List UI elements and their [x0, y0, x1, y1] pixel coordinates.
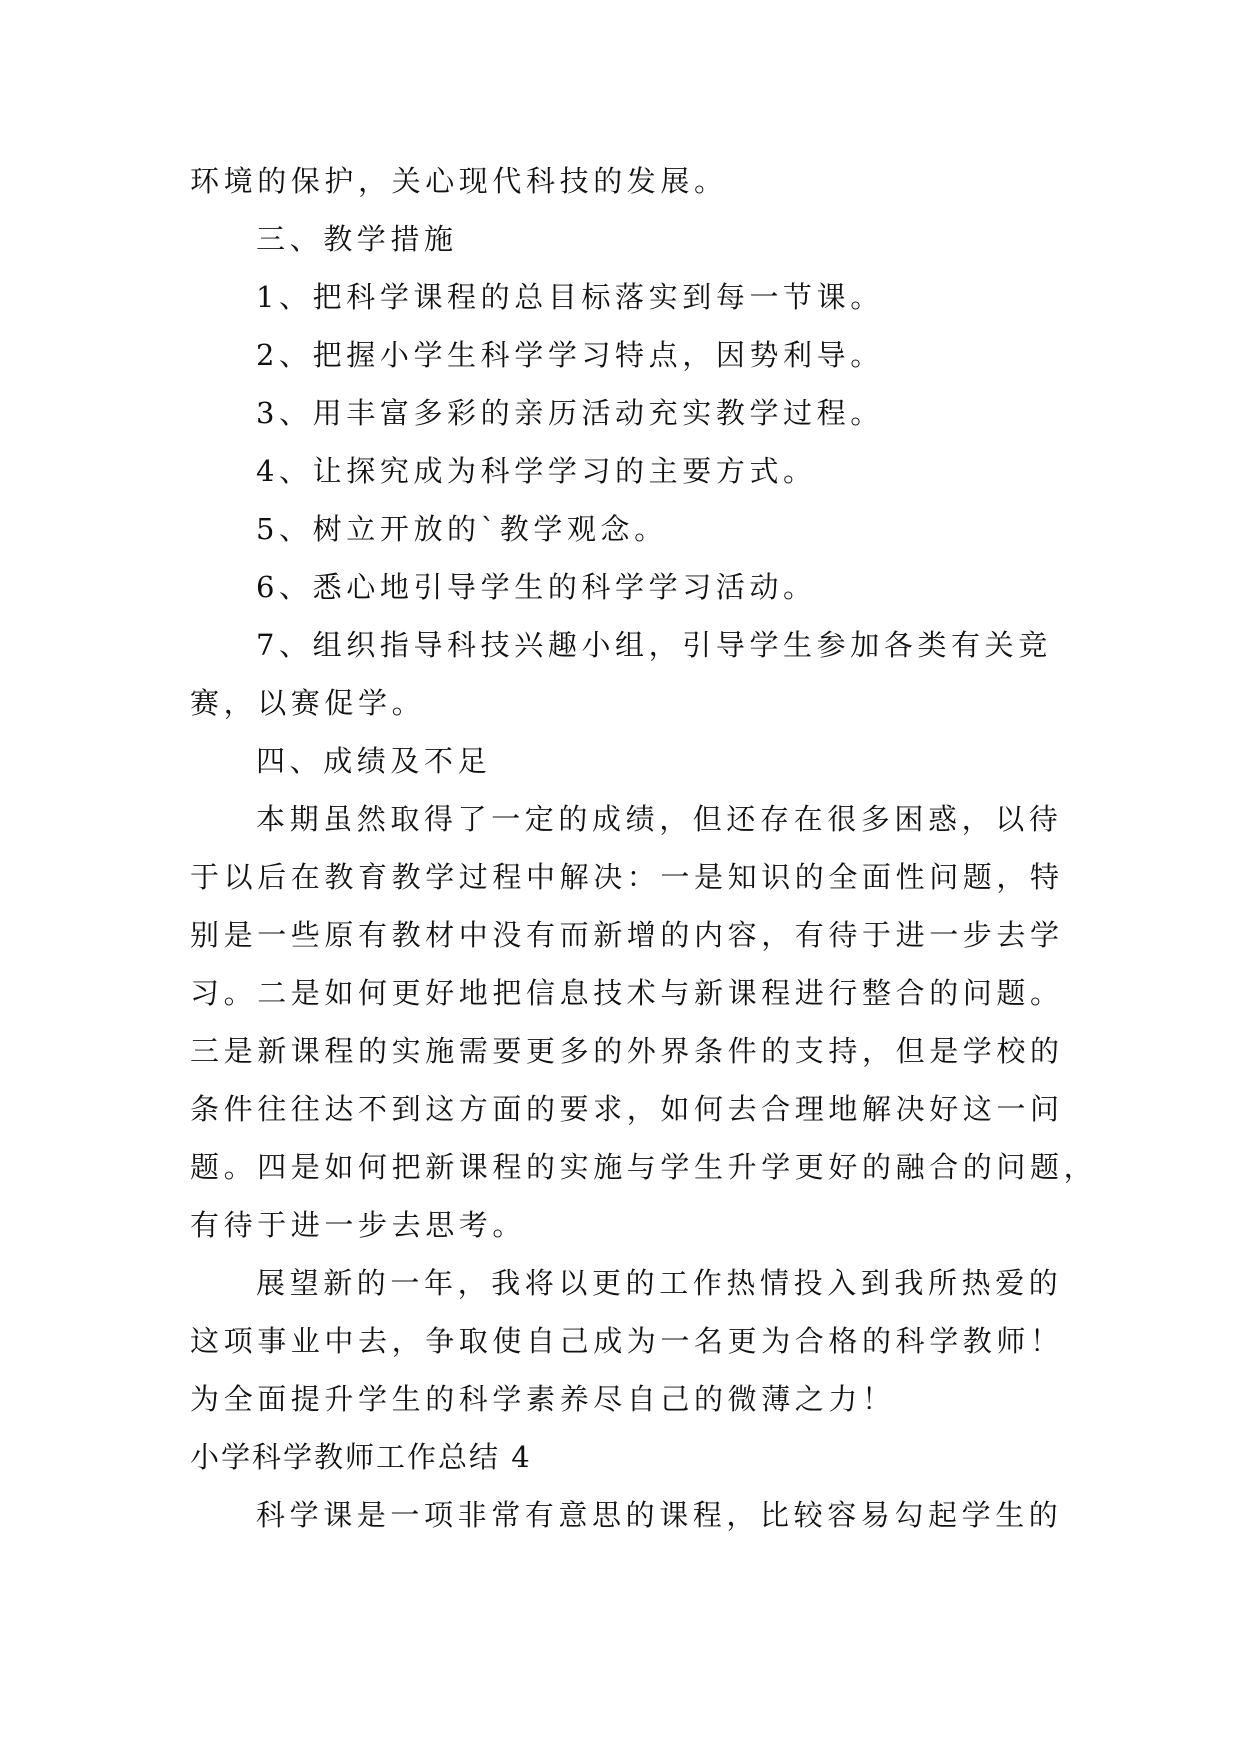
list-item: 2、把握小学生科学学习特点，因势利导。: [256, 338, 884, 372]
paragraph-line: 有待于进一步去思考。: [190, 1208, 527, 1242]
paragraph-line: 三是新课程的实施需要更多的外界条件的支持，但是学校的: [190, 1034, 1064, 1068]
document-title: 小学科学教师工作总结 4: [190, 1440, 532, 1474]
paragraph-line: 环境的保护，关心现代科技的发展。: [190, 164, 728, 198]
paragraph-line: 条件往往达不到这方面的要求，如何去合理地解决好这一问: [190, 1092, 1064, 1126]
paragraph-line: 题。四是如何把新课程的实施与学生升学更好的融合的问题，: [190, 1150, 1098, 1184]
paragraph-line: 习。二是如何更好地把信息技术与新课程进行整合的问题。: [190, 976, 1064, 1010]
paragraph-line: 科学课是一项非常有意思的课程，比较容易勾起学生的: [256, 1498, 1063, 1532]
section-heading: 四、成绩及不足: [256, 744, 492, 778]
paragraph-line: 展望新的一年，我将以更的工作热情投入到我所热爱的: [256, 1266, 1063, 1300]
paragraph-line: 别是一些原有教材中没有而新增的内容，有待于进一步去学: [190, 918, 1064, 952]
list-item: 7、组织指导科技兴趣小组，引导学生参加各类有关竞: [256, 628, 1052, 662]
list-item: 4、让探究成为科学学习的主要方式。: [256, 454, 817, 488]
section-heading: 三、教学措施: [256, 222, 458, 256]
list-item: 6、悉心地引导学生的科学学习活动。: [256, 570, 817, 604]
list-item: 1、把科学课程的总目标落实到每一节课。: [256, 280, 884, 314]
list-item: 5、树立开放的`教学观念。: [256, 512, 668, 546]
paragraph-line: 这项事业中去，争取使自己成为一名更为合格的科学教师！: [190, 1324, 1064, 1358]
paragraph-line: 本期虽然取得了一定的成绩，但还存在很多困惑，以待: [256, 802, 1063, 836]
paragraph-line: 赛，以赛促学。: [190, 686, 426, 720]
paragraph-line: 为全面提升学生的科学素养尽自己的微薄之力！: [190, 1382, 896, 1416]
document-body: [190, 152, 1098, 1544]
list-item: 3、用丰富多彩的亲历活动充实教学过程。: [256, 396, 884, 430]
paragraph-line: 于以后在教育教学过程中解决：一是知识的全面性问题，特: [190, 860, 1064, 894]
